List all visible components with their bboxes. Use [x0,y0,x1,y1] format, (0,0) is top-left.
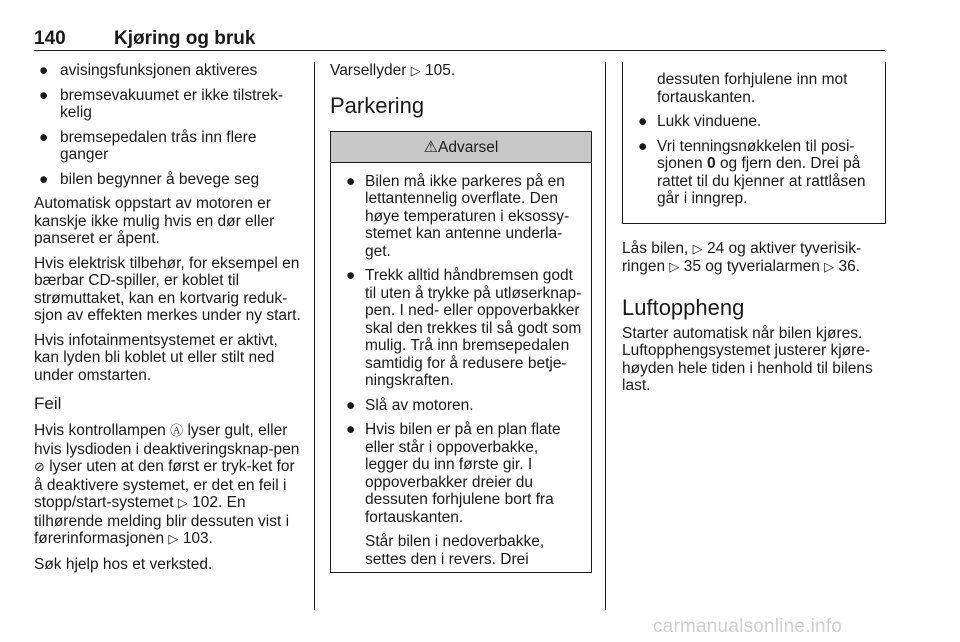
warning-title: Advarsel [438,138,499,156]
reference-arrow-icon: ▷ [410,64,421,79]
page-reference-link[interactable]: 24 og aktiver tyverisik-ringen [622,239,862,275]
condition-list [34,62,302,188]
warning-continuation: Står bilen i nedoverbakke, settes den i revers. Drei [365,533,545,568]
list-item: ● bremsevakuumet er ikke tilstrek-kelig [39,86,284,121]
section-title-luftoppheng: Luftoppheng [622,294,745,320]
lock-paragraph: Lås bilen, ▷ 24 og aktiver tyverisik-ringen ▷ 35 og tyverialarmen ▷ 36. [622,239,862,275]
warning-continuation: dessuten forhjulene inn mot fortauskanten. [657,71,848,106]
ignition-position: 0 [707,155,716,172]
page-reference-link[interactable]: 103. [182,530,213,547]
feil-paragraph: Hvis kontrollampen Ⓐ lyser gult, eller hvis lysdioden i deaktiveringsknap-pen ⊘ lyser uten at den først er tryk-ket for å deaktivere systemet, er det en feil i stopp/start-systemet ▷ 102. En tilhørende melding blir dessuten vist i førerinformasjonen ▷ 103. [34,422,300,547]
list-item: ● Hvis bilen er på en plan flate eller står i oppoverbakke, legger du inn første gir. I oppoverbakker dreier du dessuten forhjulene bort fra fortauskanten. [346,421,561,526]
paragraph: Automatisk oppstart av motoren er kanskje ikke mulig hvis en dør eller panseret er åpent. [34,195,275,247]
reference-arrow-icon: ▷ [692,241,703,257]
paragraph: Hvis infotainmentsystemet er aktivt, kan lyden bli koblet ut eller stilt ned under omstarten. [34,331,278,384]
chapter-title: Kjøring og bruk [114,28,256,49]
reference-arrow-icon: ▷ [177,496,188,511]
list-item: ● bilen begynner å bevege seg [39,170,260,188]
feil-heading: Feil [34,394,62,413]
column-divider-2 [605,62,606,610]
reference-arrow-icon: ▷ [168,532,179,547]
page-reference-link[interactable]: 105. [425,62,456,79]
warning-box [330,131,592,573]
warning-box-continued [622,62,886,224]
list-item: ● Lukk vinduene. [638,113,762,130]
list-item: ● avisingsfunksjonen aktiveres [39,62,258,79]
stop-start-off-icon: ⊘ [34,460,45,475]
paragraph: Søk hjelp hos et verksted. [34,555,213,573]
page-reference-link[interactable]: 36. [838,258,861,275]
warning-body [331,163,591,572]
column-divider-1 [314,62,315,610]
list-item: ● Bilen må ikke parkeres på en lettantennelig overflate. Den høye temperaturen i eksossy-stemet kan antenne underla-get. [346,172,570,260]
column-1 [34,62,302,580]
watermark: carmanualsonline.info [653,616,843,637]
paragraph: Starter automatisk når bilen kjøres. Luftopphengsystemet justerer kjøre-høyden hele tiden i henhold til bilens last. [622,324,873,394]
varsel-line: Varsellyder ▷ 105. [330,62,456,79]
page-number: 140 [34,28,66,49]
page-header [34,28,884,50]
page-reference-link[interactable]: 102. [192,494,223,511]
header-rule [34,50,885,51]
column-3 [622,62,886,402]
warning-header [331,132,591,163]
paragraph: Hvis elektrisk tilbehør, for eksempel en bærbar CD-spiller, er koblet til strømuttaket, kan en kortvarig reduk-sjon av effekten merkes under ny start. [34,254,301,324]
list-item: ● Slå av motoren. [346,396,474,414]
control-lamp-icon: Ⓐ [170,424,184,439]
reference-arrow-icon: ▷ [824,260,835,275]
warning-icon: ⚠ [423,136,439,156]
column-2 [330,62,592,573]
list-item: ● bremsepedalen trås inn flere ganger [39,128,257,163]
reference-arrow-icon: ▷ [669,260,680,275]
list-item: ● Vri tenningsnøkkelen til posi-sjonen 0 og fjern den. Drei på rattet til du kjenner at rattlåsen går i inngrep. [638,137,866,207]
list-item: ● Trekk alltid håndbremsen godt til uten å trykke på utløserknap-pen. I ned- eller oppoverbakker skal den trekkes til så godt som mulig. Trå inn bremsepedalen samtidig for å redusere betje-ningskraften. [346,267,582,389]
section-title-parkering: Parkering [330,92,425,118]
page-reference-link[interactable]: 35 og tyverialarmen [683,258,820,275]
